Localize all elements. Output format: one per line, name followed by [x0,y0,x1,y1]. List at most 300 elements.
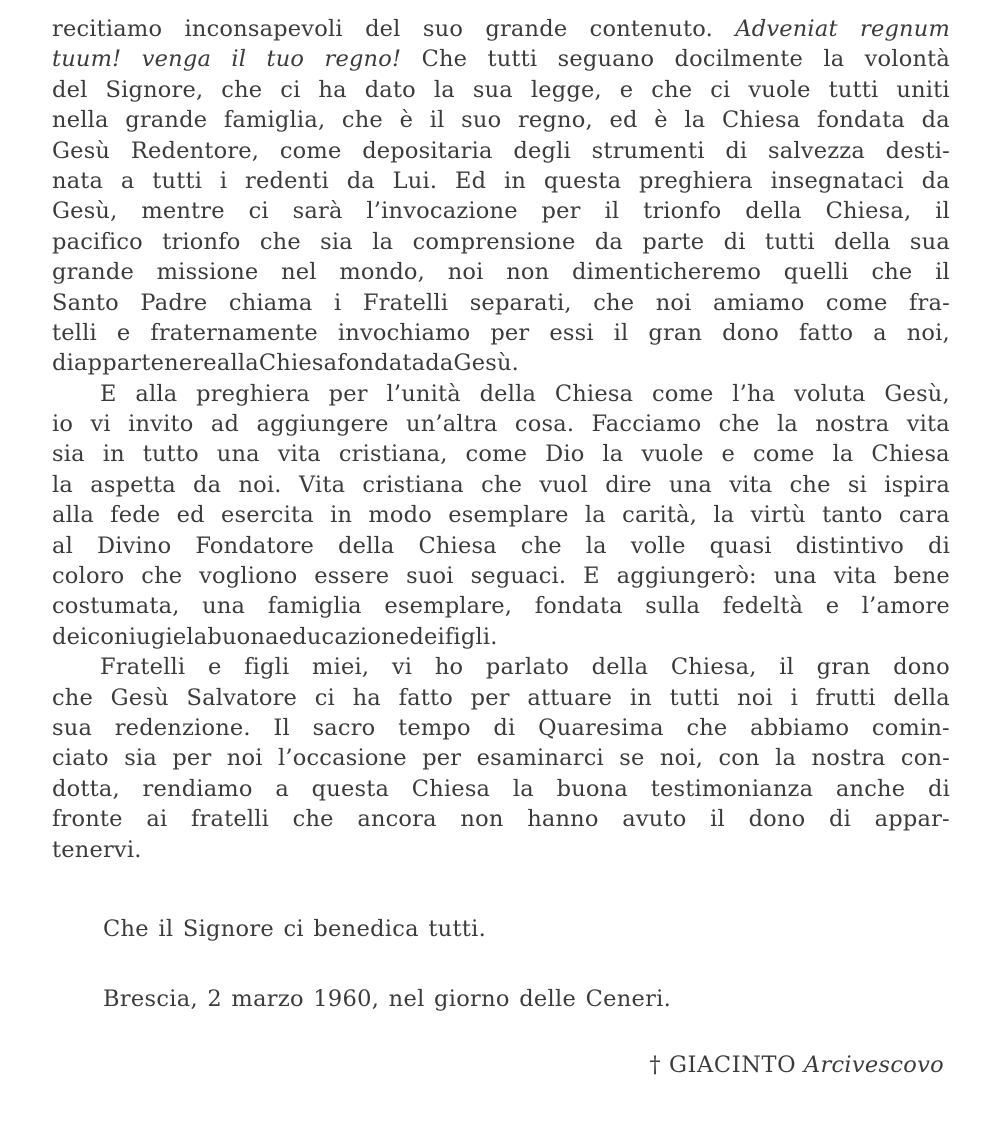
word: sulla [645,593,701,620]
word: ciato [52,745,109,772]
text-line [52,379,950,409]
word: fratelli [190,806,270,833]
word: ci [314,684,335,711]
cross-mark: † [649,1052,662,1078]
word: Gesù [52,137,111,164]
word: missione [156,259,259,286]
word: per [328,380,368,407]
word: Gesù. [453,350,519,377]
word: testimonianza [650,775,814,802]
word: questa [543,167,622,194]
word: attuare [527,684,613,711]
word: questa [311,775,390,802]
word: Lui. [392,167,438,194]
word: Signore, [105,76,204,103]
word: come [651,380,714,407]
word: bene [893,563,950,590]
word: una [773,563,817,590]
word: che [221,76,263,103]
word: depositaria [362,137,493,164]
word: nel [281,259,317,286]
word: appar- [874,806,950,833]
word: ci [248,198,269,225]
word: dimenticheremo [571,259,762,286]
word: suo [422,16,464,42]
word: per [172,745,212,772]
word: l’amore [861,593,950,620]
word: redenti [245,167,329,194]
word: coloro [52,563,125,590]
word: noi, [659,745,704,772]
word: la [684,107,706,134]
text-line [52,288,950,318]
word: comprensione [412,228,576,255]
word: come [825,289,888,316]
word: per [422,745,462,772]
word: i [219,167,228,194]
word: della [479,380,537,407]
word: Gesù [110,684,169,711]
word: vogliono [199,563,298,590]
word: noi [737,684,773,711]
word: che [686,714,728,741]
word: aggiungerò: [616,563,757,590]
text-line [52,166,950,196]
word: la [823,46,845,73]
word: Chiesa, [670,654,757,681]
text-line [52,348,950,378]
word: la [713,502,735,529]
word: Fondatore [195,532,315,559]
word: parlato [485,654,570,681]
word: chiama [228,289,313,316]
word: tempo [398,714,471,741]
word: educazione [278,623,410,650]
word: nostra [811,745,886,772]
word: esemplare, [384,593,513,620]
word: ancora [357,806,437,833]
word: che [292,806,334,833]
signature-name: GIACINTO [668,1052,797,1078]
word: Chiesa [871,441,950,468]
word: Dio [545,441,585,468]
word: Chiesa [258,350,338,377]
word: con- [900,745,950,772]
word: in [102,441,125,468]
word: dei [409,623,445,650]
word: come [279,137,342,164]
word: che [520,532,562,559]
word: fra- [909,289,950,316]
word: noi [226,745,263,772]
word: noi [655,289,692,316]
word: venga [141,46,212,73]
word: il [779,654,794,681]
word: Ed [455,167,487,194]
word: tutti [152,167,203,194]
word: essere [314,563,390,590]
word: voluta [794,380,866,407]
word: insegnataci [770,167,904,194]
word: trionfo [162,228,241,255]
text-line [52,500,950,530]
word: una [202,593,246,620]
word: l’invocazione [366,198,518,225]
text-line [52,136,950,166]
word: mondo, [339,259,426,286]
word: figli. [444,623,498,650]
word: volle [630,532,686,559]
word: che [52,684,94,711]
word: il [429,107,445,134]
word: l’occasione [278,745,407,772]
word: dono [893,654,950,681]
word: alla [216,350,259,377]
word: dato [364,76,416,103]
word: che [718,411,760,438]
word: da [193,471,222,498]
word: tanto [822,502,883,529]
word: vita [833,563,877,590]
word: per [541,198,581,225]
word: tenervi. [52,836,142,863]
word: sua [472,76,513,103]
word: docilmente [674,46,803,73]
word: cosa. [514,411,575,438]
word: carità, [622,502,698,529]
word: a [873,319,887,346]
word: di [723,228,746,255]
word: da [346,167,375,194]
word: a [120,167,135,194]
word: quasi [709,532,772,559]
word: il [231,46,247,73]
word: esercita [221,502,314,529]
word: hanno [527,806,599,833]
word: tutti [764,228,815,255]
word: regno! [324,46,402,73]
word: del [365,16,401,42]
word: fatto [398,684,453,711]
word: noi. [238,471,282,498]
word: Redentore, [130,137,260,164]
word: di [928,532,950,559]
word: inconsapevoli [184,16,343,42]
place-date-line: Brescia, 2 marzo 1960, nel giorno delle Ceneri. [103,986,672,1012]
word: vuole [641,441,704,468]
word: Chiesa [411,775,491,802]
signature-title: Arcivescovo [803,1052,944,1078]
word: E [583,563,600,590]
word: se [619,745,645,772]
word: i [334,289,342,316]
word: ai [146,806,168,833]
text-line [52,531,950,561]
word: seguano [557,46,655,73]
word: preghiera [196,380,310,407]
word: Adveniat [735,16,838,42]
word: a [275,775,289,802]
word: il [604,198,620,225]
word: aspetta [90,471,176,498]
text-line [52,743,950,773]
word: buona [207,623,279,650]
word: strumenti [591,137,705,164]
word: legge, [530,76,602,103]
word: abbiamo [750,714,850,741]
word: Facciamo [591,411,702,438]
word: nata [52,167,104,194]
word: regnum [859,16,950,42]
word: nostra [815,411,890,438]
word: la [512,775,534,802]
word: da [921,107,950,134]
word: sia [52,441,85,468]
word: Padre [140,289,208,316]
text-line [52,774,950,804]
word: un’altra [406,411,498,438]
word: dei [52,623,88,650]
word: esaminarci [476,745,604,772]
word: ci [710,76,731,103]
word: contenuto. [589,16,713,42]
word: redenzione. [114,714,251,741]
word: noi [447,259,484,286]
word: recitiamo [52,16,163,42]
word: grande [125,107,208,134]
word: fondata [816,107,906,134]
text-line [52,652,950,682]
word: degli [513,137,571,164]
word: costumata, [52,593,180,620]
word: suoi [406,563,454,590]
word: Chiesa [418,532,497,559]
word: tutti [487,46,538,73]
word: aggiungere [256,411,389,438]
word: la [584,502,606,529]
word: non [506,259,550,286]
word: al [52,532,74,559]
word: vita [729,471,773,498]
word: la [602,441,624,468]
word: in [629,684,652,711]
word: ci [280,76,301,103]
word: gran [816,654,871,681]
word: di [829,806,851,833]
blessing-line: Che il Signore ci benedica tutti. [103,916,487,942]
word: e [207,654,222,681]
word: preghiera [639,167,753,194]
word: e [619,76,634,103]
word: sia [320,228,353,255]
word: fedeltà [722,593,804,620]
word: che [651,76,693,103]
word: tutti [669,684,720,711]
word: tuum! [52,46,122,73]
word: ed [609,107,638,134]
word: Divino [96,532,172,559]
text-line [52,713,950,743]
word: i [790,684,798,711]
letter-body [52,14,950,865]
word: che [341,107,383,134]
word: coniugi [87,623,173,650]
word: come [465,441,528,468]
word: modo [368,502,433,529]
word: distintivo [795,532,905,559]
word: fatto [798,319,854,346]
word: E [100,380,117,407]
word: la [832,441,854,468]
word: da [594,228,624,255]
word: della [745,198,802,225]
word: uniti [896,76,950,103]
word: fronte [52,806,123,833]
word: famiglia [267,593,362,620]
word: parte [642,228,705,255]
text-line [52,75,950,105]
word: per [470,684,510,711]
word: buona [556,775,628,802]
word: fraternamente [150,319,318,346]
word: dotta, [52,775,120,802]
word: comin- [871,714,950,741]
word: Il [273,714,290,741]
word: ho [434,654,464,681]
word: di [493,714,516,741]
word: cara [898,502,950,529]
text-line [52,227,950,257]
word: grande [52,259,134,286]
word: di [927,775,950,802]
word: Gesù, [52,198,118,225]
text-line [52,318,950,348]
text-line [52,561,950,591]
word: la [433,76,455,103]
text-line [52,470,950,500]
signature [649,1052,944,1078]
word: ispira [884,471,950,498]
word: la [186,623,208,650]
word: esemplare [448,502,569,529]
word: il [613,319,629,346]
word: grande [485,16,568,42]
word: del [52,76,88,103]
word: il [935,259,950,286]
word: tuo [266,46,305,73]
word: che [141,563,183,590]
word: si [847,471,867,498]
word: appartenere [74,350,217,377]
word: alla [135,380,178,407]
word: fondata [337,350,426,377]
word: virtù [750,502,806,529]
word: Chiesa [721,107,801,134]
word: fondata [534,593,623,620]
word: come [752,441,815,468]
text-line [52,14,950,44]
word: dono [722,319,779,346]
word: sua [909,228,950,255]
word: della [337,532,395,559]
word: figli [244,654,290,681]
word: anche [835,775,906,802]
word: cristiana [362,471,464,498]
word: fede [110,502,161,529]
word: vita [906,411,950,438]
word: ad [210,411,240,438]
word: la [52,471,74,498]
word: Che [421,46,468,73]
word: di [52,350,74,377]
word: salvezza [768,137,865,164]
word: e [172,623,187,650]
word: mentre [141,198,225,225]
text-line [52,409,950,439]
word: da [921,167,950,194]
word: nella [52,107,109,134]
word: che [259,228,301,255]
word: Quaresima [538,714,664,741]
word: alla [52,502,95,529]
word: separati, [469,289,572,316]
word: della [893,684,950,711]
text-line [52,804,950,834]
word: la [585,532,607,559]
word: della [834,228,891,255]
word: Chiesa, [825,198,912,225]
word: vi [90,411,111,438]
text-line [52,105,950,135]
word: amiamo [713,289,805,316]
word: una [669,471,712,498]
word: sacro [312,714,376,741]
word: la [775,745,797,772]
word: desti- [885,137,950,164]
word: e [721,441,736,468]
word: sua [52,714,93,741]
word: che [871,259,913,286]
word: telli [52,319,97,346]
word: ed [176,502,205,529]
word: trionfo [643,198,722,225]
text-line [52,622,950,652]
word: Fratelli [362,289,449,316]
word: Salvatore [186,684,298,711]
word: è [654,107,668,134]
word: miei, [312,654,370,681]
word: tutto [142,441,199,468]
word: invito [128,411,194,438]
word: tutti [828,76,879,103]
word: da [425,350,454,377]
word: avuto [622,806,687,833]
text-line [52,44,950,74]
word: è [399,107,414,134]
word: l’ha [732,380,776,407]
word: in [503,167,527,194]
word: con [718,745,760,772]
word: noi, [906,319,950,346]
word: rendiamo [142,775,253,802]
word: che [481,471,523,498]
text-line [52,835,950,865]
word: vi [391,654,413,681]
word: vita [277,441,321,468]
word: l’unità [386,380,461,407]
word: frutti [815,684,876,711]
word: in [330,502,353,529]
